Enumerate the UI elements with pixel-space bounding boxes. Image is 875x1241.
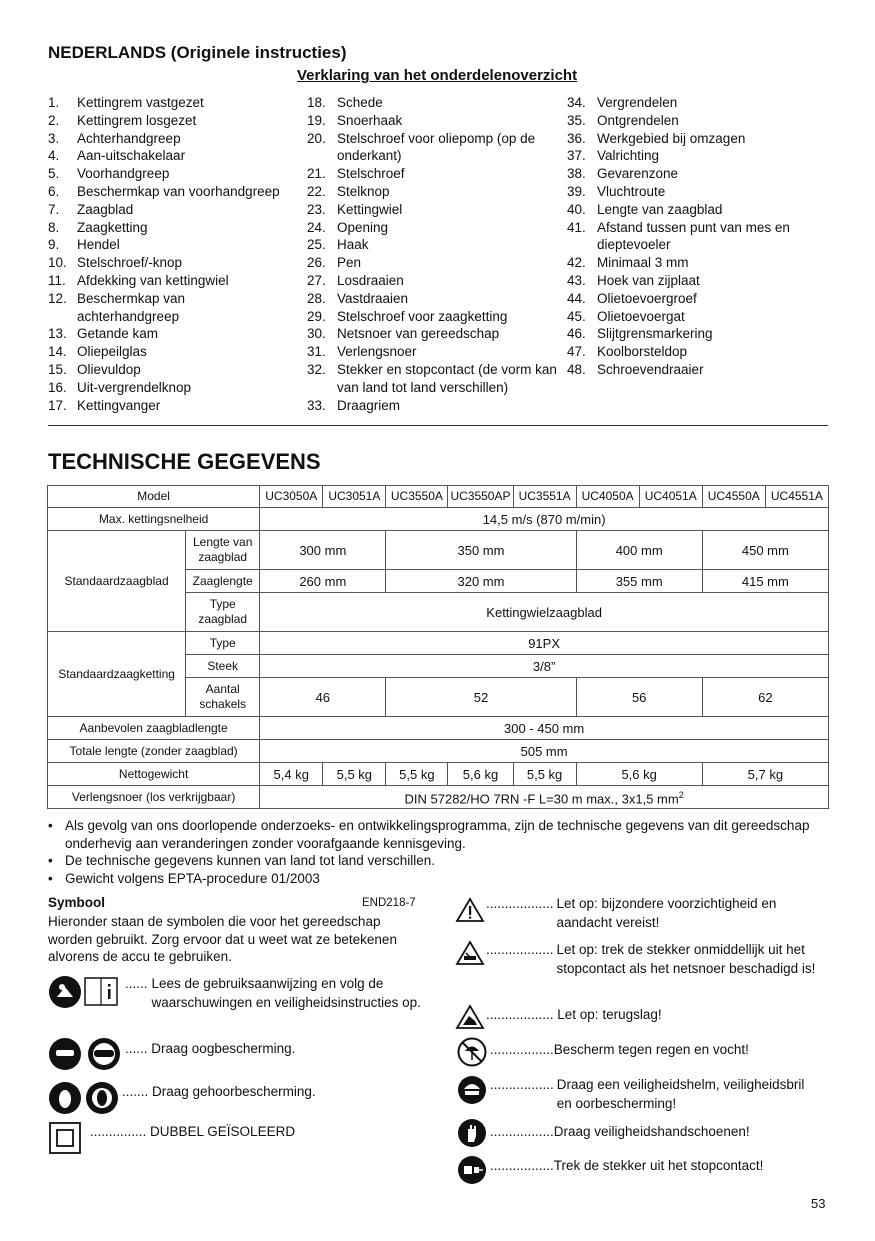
list-item: 40. Lengte van zaagblad [567, 201, 723, 217]
parts-list-column-3 [567, 94, 829, 379]
bar-length-value: 350 mm [386, 531, 576, 570]
list-item: 46. Slijtgrensmarkering [567, 326, 713, 342]
list-item: 29. Stelschroef voor zaagketting [307, 308, 508, 324]
warning-icon [455, 897, 485, 923]
symbol-hearing-protection: ....... Draag gehoorbescherming. [122, 1084, 316, 1099]
weight-value: 5,5 kg [323, 763, 386, 786]
model-label: Model [48, 486, 260, 508]
max-speed-value: 14,5 m/s (870 m/min) [260, 508, 829, 531]
list-item: 30. Netsnoer van gereedschap [307, 326, 500, 342]
symbol-kickback: .................. Let op: terugslag! [486, 1007, 662, 1022]
list-item: 4. Aan-uitschakelaar [48, 148, 186, 164]
list-item: 19. Snoerhaak [307, 112, 403, 128]
spec-table [47, 485, 829, 809]
list-item: 43. Hoek van zijplaat [567, 272, 700, 288]
tech-specs-title: TECHNISCHE GEGEVENS [48, 449, 321, 474]
links-value: 46 [260, 678, 386, 717]
symbol-unplug: .................Trek de stekker uit het stopcontact! [490, 1158, 764, 1173]
extension-cord-label: Verlengsnoer (los verkrijgbaar) [48, 786, 260, 809]
language-title: NEDERLANDS (Originele instructies) [48, 43, 347, 62]
kickback-warning-icon [455, 1004, 485, 1030]
net-weight-label: Nettogewicht [48, 763, 260, 786]
list-item: 3. Achterhandgreep [48, 130, 181, 146]
model-cell: UC4551A [765, 486, 828, 508]
model-cell: UC3551A [513, 486, 576, 508]
double-insulated-icon [48, 1121, 82, 1155]
symbol-gloves: .................Draag veiligheidshandschoenen! [490, 1124, 750, 1139]
list-item: 44. Olietoevoergroef [567, 290, 697, 306]
standard-bar-label: Standaardzaagblad [48, 531, 186, 632]
chain-type-value: 91PX [260, 632, 829, 655]
parts-list-column-2 [307, 94, 559, 414]
symbol-read-manual: ...... Lees de gebruiksaanwijzing en volg de waarschuwingen en veiligheidsinstructies op. [125, 976, 421, 1010]
list-item: 45. Olietoevoergat [567, 308, 685, 324]
eye-protection-icon [48, 1037, 122, 1071]
chain-type-label: Type [186, 632, 260, 655]
list-item: 17. Kettingvanger [48, 397, 161, 413]
list-item: 16. Uit-vergrendelknop [48, 379, 192, 395]
list-item: 47. Koolborsteldop [567, 344, 688, 360]
list-item: 11. Afdekking van kettingwiel [48, 272, 229, 288]
symbols-intro: Hieronder staan de symbolen die voor het gereedschap worden gebruikt. Zorg ervoor dat u weet wat ze betekenen alvorens de accu te gebruiken. [48, 914, 397, 965]
list-item: 13. Getande kam [48, 326, 159, 342]
recommended-bar-value: 300 - 450 mm [260, 717, 829, 740]
table-row [48, 486, 829, 508]
list-item: 39. Vluchtroute [567, 183, 666, 199]
list-item: 15. Olievuldop [48, 361, 141, 377]
model-cell: UC3550AP [448, 486, 513, 508]
list-item: 10. Stelschroef/-knop [48, 255, 183, 271]
list-item: 22. Stelknop [307, 183, 390, 199]
note-item: • Als gevolg van ons doorlopende onderzoeks- en ontwikkelingsprogramma, zijn de technische gegevens van dit gereedschap onderhevig aan veranderingen zonder voorafgaande kennisgeving. [48, 818, 810, 851]
weight-value: 5,6 kg [576, 763, 702, 786]
symbol-unplug-if-damaged: .................. Let op: trek de stekker onmiddellijk uit het stopcontact als het netsnoer beschadigd is! [486, 942, 816, 976]
list-item: 24. Opening [307, 219, 389, 235]
list-item: 33. Draagriem [307, 397, 401, 413]
unplug-icon [457, 1155, 487, 1185]
cut-length-value: 260 mm [260, 570, 386, 593]
model-cell: UC3550A [386, 486, 448, 508]
list-item: 5. Voorhandgreep [48, 166, 170, 182]
list-item: 2. Kettingrem losgezet [48, 112, 197, 128]
list-item: 31. Verlengsnoer [307, 344, 417, 360]
gloves-icon [457, 1118, 487, 1148]
table-row [48, 508, 829, 531]
list-item: 26. Pen [307, 255, 362, 271]
page-number: 53 [811, 1196, 826, 1211]
spec-notes [48, 817, 838, 887]
cut-length-value: 415 mm [702, 570, 828, 593]
unplug-warning-icon [455, 940, 485, 966]
pitch-label: Steek [186, 655, 260, 678]
list-item: 28. Vastdraaien [307, 290, 409, 306]
table-row [48, 786, 829, 809]
list-item: 25. Haak [307, 237, 369, 253]
links-value: 62 [702, 678, 828, 717]
weight-value: 5,6 kg [448, 763, 513, 786]
total-length-value: 505 mm [260, 740, 829, 763]
list-item: 41. Afstand tussen punt van mes en dieptevoeler [567, 219, 790, 253]
symbols-code: END218-7 [362, 897, 416, 909]
table-row [48, 531, 829, 570]
extension-cord-value: DIN 57282/HO 7RN -F L=30 m max., 3x1,5 $mm^2$ [260, 786, 829, 809]
links-label: Aantal schakels [186, 678, 260, 717]
list-item: 8. Zaagketting [48, 219, 148, 235]
symbols-title: Symbool [48, 895, 106, 910]
weight-value: 5,5 kg [513, 763, 576, 786]
list-item: 7. Zaagblad [48, 201, 134, 217]
recommended-bar-label: Aanbevolen zaagbladlengte [48, 717, 260, 740]
list-item: 1. Kettingrem vastgezet [48, 95, 204, 110]
weight-value: 5,4 kg [260, 763, 323, 786]
list-item: 9. Hendel [48, 237, 120, 253]
model-cell: UC4050A [576, 486, 639, 508]
bar-length-label: Lengte van zaagblad [186, 531, 260, 570]
max-speed-label: Max. kettingsnelheid [48, 508, 260, 531]
note-item: • Gewicht volgens EPTA-procedure 01/2003 [48, 870, 320, 886]
read-manual-icon [48, 975, 120, 1009]
bar-length-value: 450 mm [702, 531, 828, 570]
list-item: 20. Stelschroef voor oliepomp (op de onderkant) [307, 130, 536, 164]
note-item: • De technische gegevens kunnen van land tot land verschillen. [48, 853, 435, 868]
cut-length-value: 320 mm [386, 570, 576, 593]
bar-type-value: Kettingwielzaagblad [260, 593, 829, 632]
hearing-protection-icon [48, 1081, 120, 1115]
parts-overview-title: Verklaring van het onderdelenoverzicht [297, 67, 578, 84]
links-value: 56 [576, 678, 702, 717]
model-cell: UC4051A [639, 486, 702, 508]
links-value: 52 [386, 678, 576, 717]
table-row [48, 632, 829, 655]
bar-length-value: 400 mm [576, 531, 702, 570]
pitch-value: 3/8” [260, 655, 829, 678]
total-length-label: Totale lengte (zonder zaagblad) [48, 740, 260, 763]
list-item: 42. Minimaal 3 mm [567, 255, 689, 271]
cut-length-value: 355 mm [576, 570, 702, 593]
table-row [48, 740, 829, 763]
list-item: 48. Schroevendraaier [567, 361, 704, 377]
no-rain-icon [457, 1037, 487, 1067]
weight-value: 5,5 kg [386, 763, 448, 786]
list-item: 18. Schede [307, 95, 383, 110]
model-cell: UC3050A [260, 486, 323, 508]
symbol-helmet-goggles-ears: ................. Draag een veiligheidshelm, veiligheidsbril en oorbescherming! [490, 1077, 805, 1111]
weight-value: 5,7 kg [702, 763, 828, 786]
section-divider [48, 425, 828, 426]
bar-type-label: Type zaagblad [186, 593, 260, 632]
model-cell: UC3051A [323, 486, 386, 508]
list-item: 6. Beschermkap van voorhandgreep [48, 183, 280, 199]
list-item: 14. Oliepeilglas [48, 344, 147, 360]
table-row [48, 763, 829, 786]
symbol-protect-from-rain: .................Bescherm tegen regen en vocht! [490, 1042, 749, 1057]
list-item: 34. Vergrendelen [567, 95, 678, 110]
list-item: 36. Werkgebied bij omzagen [567, 130, 746, 146]
model-cell: UC4550A [702, 486, 765, 508]
list-item: 38. Gevarenzone [567, 166, 679, 182]
symbol-caution: .................. Let op: bijzondere voorzichtigheid en aandacht vereist! [486, 896, 777, 930]
list-item: 32. Stekker en stopcontact (de vorm kan van land tot land verschillen) [307, 361, 557, 395]
list-item: 37. Valrichting [567, 148, 660, 164]
bar-length-value: 300 mm [260, 531, 386, 570]
standard-chain-label: Standaardzaagketting [48, 632, 186, 717]
cut-length-label: Zaaglengte [186, 570, 260, 593]
symbol-eye-protection: ...... Draag oogbescherming. [125, 1041, 296, 1056]
list-item: 35. Ontgrendelen [567, 112, 679, 128]
helmet-icon [457, 1075, 487, 1105]
list-item: 23. Kettingwiel [307, 201, 403, 217]
symbol-double-insulated: ............... DUBBEL GEÏSOLEERD [90, 1124, 296, 1139]
list-item: 12. Beschermkap van achterhandgreep [48, 290, 186, 324]
list-item: 21. Stelschroef [307, 166, 405, 182]
parts-list-column-1 [48, 94, 303, 414]
list-item: 27. Losdraaien [307, 272, 404, 288]
table-row [48, 717, 829, 740]
